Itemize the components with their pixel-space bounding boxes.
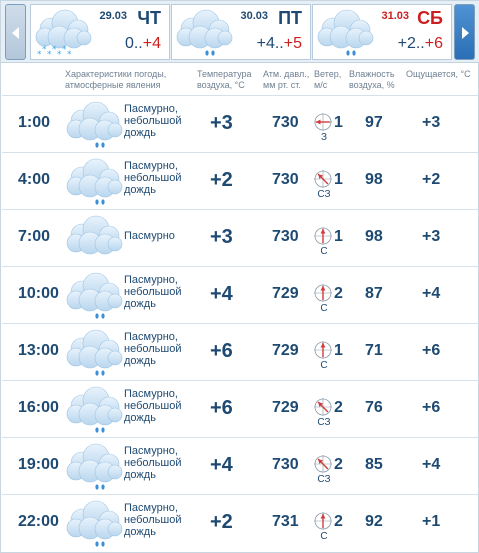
day-tab-2[interactable] xyxy=(312,4,452,60)
wind-compass-icon xyxy=(313,283,333,303)
row-time: 19:00 xyxy=(18,456,59,473)
row-pressure: 729 xyxy=(272,342,299,359)
row-humidity: 87 xyxy=(365,285,383,302)
rain-cloud-icon xyxy=(315,7,375,57)
day-temp-range: 0..+4 xyxy=(124,35,161,52)
row-wind-speed: 2 xyxy=(334,513,343,530)
svg-text:*: * xyxy=(52,45,57,55)
row-wind-direction: С xyxy=(320,360,328,371)
row-wind-direction: СЗ xyxy=(317,474,331,485)
row-wind-speed: 1 xyxy=(334,171,343,188)
svg-text:*: * xyxy=(37,50,42,59)
row-humidity: 97 xyxy=(365,114,383,131)
row-humidity: 98 xyxy=(365,228,383,245)
table-row xyxy=(2,323,478,380)
row-time: 1:00 xyxy=(18,114,51,131)
row-humidity: 98 xyxy=(365,171,383,188)
rain-cloud-icon xyxy=(64,270,124,322)
table-row xyxy=(2,152,478,209)
rain-cloud-icon xyxy=(64,384,124,436)
svg-text:*: * xyxy=(42,45,47,55)
wind-compass-icon xyxy=(313,112,333,132)
row-pressure: 729 xyxy=(272,285,299,302)
arrow-right-icon xyxy=(462,27,469,39)
row-feels-like: +1 xyxy=(422,513,441,530)
row-temperature: +2 xyxy=(210,511,233,533)
row-wind-direction: СЗ xyxy=(317,189,331,200)
col-header-conditions: Характеристики погоды, атмосферные явления xyxy=(65,69,167,90)
day-temp-range: +2..+6 xyxy=(397,35,443,52)
row-feels-like: +4 xyxy=(422,285,441,302)
row-wind-speed: 2 xyxy=(334,399,343,416)
row-temperature: +3 xyxy=(210,226,233,248)
row-pressure: 730 xyxy=(272,171,299,188)
col-header-wind: Ветер, м/с xyxy=(314,69,342,90)
rain-cloud-icon xyxy=(64,498,124,550)
row-feels-like: +3 xyxy=(422,228,441,245)
row-conditions: Пасмурно, небольшой дождь xyxy=(124,160,182,196)
day-tab-0[interactable] xyxy=(30,4,170,60)
table-row xyxy=(2,266,478,323)
row-humidity: 76 xyxy=(365,399,383,416)
row-temperature: +2 xyxy=(210,169,233,191)
row-feels-like: +4 xyxy=(422,456,441,473)
table-row xyxy=(2,209,478,266)
rain-cloud-icon xyxy=(174,7,234,57)
row-pressure: 729 xyxy=(272,399,299,416)
svg-text:*: * xyxy=(47,50,52,59)
row-wind-direction: С xyxy=(320,531,328,542)
row-conditions: Пасмурно xyxy=(124,230,175,242)
row-wind-direction: З xyxy=(320,132,328,143)
row-time: 10:00 xyxy=(18,285,59,302)
row-time: 16:00 xyxy=(18,399,59,416)
row-conditions: Пасмурно, небольшой дождь xyxy=(124,388,182,424)
svg-text:*: * xyxy=(57,50,62,59)
snow-cloud-icon xyxy=(33,7,93,57)
row-conditions: Пасмурно, небольшой дождь xyxy=(124,274,182,310)
svg-text:*: * xyxy=(62,45,67,55)
wind-compass-icon xyxy=(313,511,333,531)
row-temperature: +6 xyxy=(210,340,233,362)
row-wind-direction: СЗ xyxy=(317,417,331,428)
rain-cloud-icon xyxy=(64,156,124,208)
wind-compass-icon xyxy=(313,454,333,474)
row-wind-speed: 1 xyxy=(334,228,343,245)
arrow-left-icon xyxy=(12,27,19,39)
row-wind-direction: С xyxy=(320,246,328,257)
day-tab-1[interactable] xyxy=(171,4,311,60)
day-name: ЧТ xyxy=(137,8,161,28)
row-feels-like: +2 xyxy=(422,171,441,188)
row-humidity: 92 xyxy=(365,513,383,530)
row-pressure: 731 xyxy=(272,513,299,530)
col-header-humidity: Влажность воздуха, % xyxy=(349,69,395,90)
next-days-button[interactable] xyxy=(454,4,475,60)
wind-compass-icon xyxy=(313,226,333,246)
table-row xyxy=(2,380,478,437)
day-name: СБ xyxy=(417,8,443,28)
svg-text:*: * xyxy=(67,50,72,59)
row-time: 7:00 xyxy=(18,228,51,245)
row-wind-speed: 1 xyxy=(334,114,343,131)
row-wind-direction: С xyxy=(320,303,328,314)
row-temperature: +6 xyxy=(210,397,233,419)
row-temperature: +4 xyxy=(210,283,233,305)
row-temperature: +4 xyxy=(210,454,233,476)
wind-compass-icon xyxy=(313,397,333,417)
row-humidity: 71 xyxy=(365,342,383,359)
col-header-pressure: Атм. давл., мм рт. ст. xyxy=(263,69,310,90)
row-pressure: 730 xyxy=(272,228,299,245)
table-row xyxy=(2,494,478,551)
col-header-feels: Ощущается, °С xyxy=(406,69,471,79)
col-header-temperature: Температура воздуха, °С xyxy=(197,69,252,90)
prev-days-button[interactable] xyxy=(5,4,26,60)
row-wind-speed: 1 xyxy=(334,342,343,359)
cloud-icon xyxy=(64,213,124,265)
row-conditions: Пасмурно, небольшой дождь xyxy=(124,103,182,139)
row-feels-like: +3 xyxy=(422,114,441,131)
row-conditions: Пасмурно, небольшой дождь xyxy=(124,445,182,481)
day-name: ПТ xyxy=(278,8,302,28)
day-date: 29.03 xyxy=(99,10,127,22)
wind-compass-icon xyxy=(313,169,333,189)
row-feels-like: +6 xyxy=(422,342,441,359)
day-date: 31.03 xyxy=(381,10,409,22)
row-time: 4:00 xyxy=(18,171,51,188)
table-row xyxy=(2,437,478,494)
table-row xyxy=(2,95,478,152)
day-selector xyxy=(1,1,479,63)
row-pressure: 730 xyxy=(272,456,299,473)
rain-cloud-icon xyxy=(64,441,124,493)
day-temp-range: +4..+5 xyxy=(256,35,302,52)
row-time: 22:00 xyxy=(18,513,59,530)
row-pressure: 730 xyxy=(272,114,299,131)
row-humidity: 85 xyxy=(365,456,383,473)
rain-cloud-icon xyxy=(64,99,124,151)
row-conditions: Пасмурно, небольшой дождь xyxy=(124,502,182,538)
rain-cloud-icon xyxy=(64,327,124,379)
row-wind-speed: 2 xyxy=(334,285,343,302)
wind-compass-icon xyxy=(313,340,333,360)
day-date: 30.03 xyxy=(240,10,268,22)
row-temperature: +3 xyxy=(210,112,233,134)
row-feels-like: +6 xyxy=(422,399,441,416)
row-wind-speed: 2 xyxy=(334,456,343,473)
row-time: 13:00 xyxy=(18,342,59,359)
row-conditions: Пасмурно, небольшой дождь xyxy=(124,331,182,367)
